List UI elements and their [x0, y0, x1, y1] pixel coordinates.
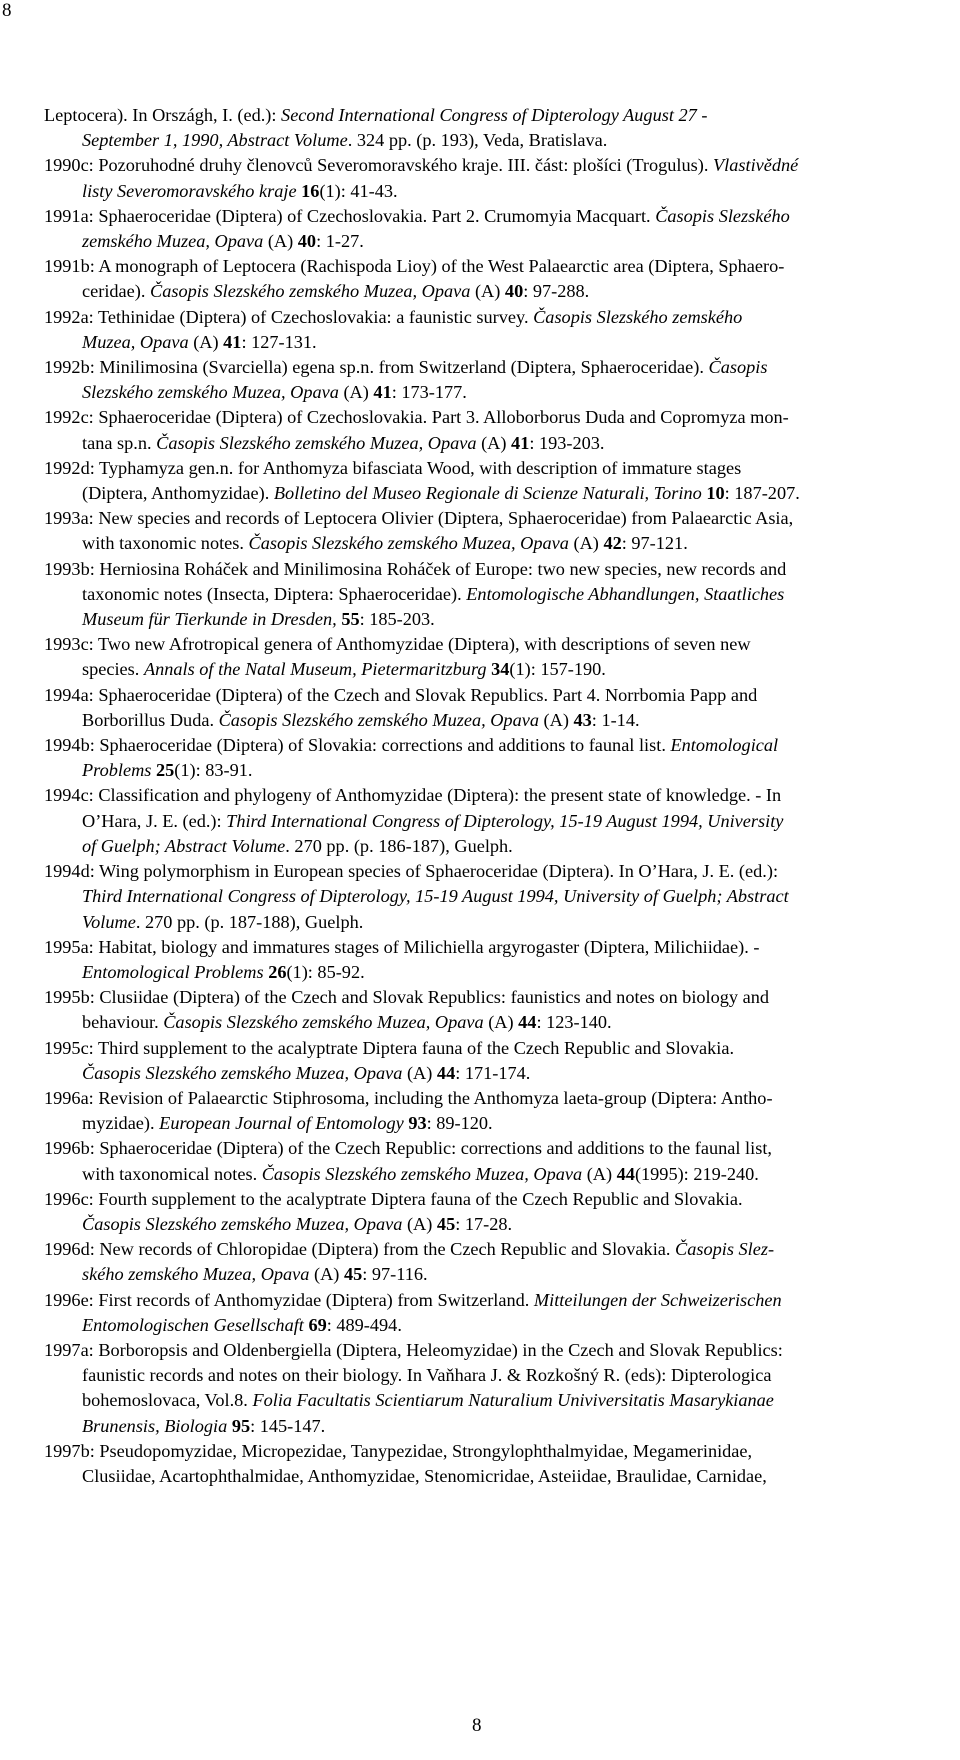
entry-line — [44, 204, 924, 229]
entry-line — [44, 229, 924, 254]
entry-line — [44, 1061, 924, 1086]
entry-text: ceridae). — [82, 281, 150, 302]
entry-text: 1991b: A monograph of Leptocera (Rachispoda Lioy) of the West Palaearctic area (Diptera, Sphaero- — [44, 256, 785, 277]
entry-volume: 95 — [231, 1415, 251, 1436]
entry-line — [44, 1363, 924, 1388]
entry-italic-text: of Guelph; Abstract Volume — [82, 835, 286, 856]
entry-italic-text: Časopis Slezského zemského Muzea, Opava — [82, 1213, 403, 1234]
entry-text: : 123-140. — [536, 1012, 612, 1033]
entry-italic-text: Časopis — [708, 357, 768, 378]
entry-line — [44, 1313, 924, 1338]
entry-volume: 93 — [408, 1113, 427, 1134]
entry-line — [44, 531, 924, 556]
entry-line — [44, 179, 924, 204]
entry-italic-text: Mitteilungen der Schweizerischen — [533, 1289, 782, 1310]
entry-volume: 40 — [297, 231, 317, 252]
page-number-bottom: 8 — [472, 1715, 482, 1736]
entry-text: (A) — [538, 709, 574, 730]
bibliography-entry — [44, 355, 924, 405]
entry-volume: 25 — [155, 760, 175, 781]
entry-text: (1995): 219-240. — [634, 1163, 759, 1184]
entry-text: : 89-120. — [426, 1113, 493, 1134]
entry-text: Clusiidae, Acartophthalmidae, Anthomyzidae, Stenomicridae, Asteiidae, Braulidae, Carnidae, — [82, 1465, 767, 1486]
entry-line — [44, 456, 924, 481]
entry-text: (A) — [402, 1213, 437, 1234]
entry-italic-text: Second International Congress of Dipterology August 27 - — [281, 105, 708, 125]
entry-italic-text: Časopis Slez- — [675, 1239, 775, 1260]
entry-line — [44, 607, 924, 632]
entry-volume: 41 — [223, 331, 242, 352]
entry-italic-text: Slezského zemského Muzea, Opava — [82, 382, 339, 403]
bibliography-entry — [44, 1187, 924, 1237]
entry-volume: 45 — [343, 1264, 363, 1285]
entry-volume: 45 — [436, 1213, 456, 1234]
bibliography-entry — [44, 1086, 924, 1136]
entry-line — [44, 1414, 924, 1439]
bibliography-entry — [44, 935, 924, 985]
entry-text: with taxonomical notes. — [82, 1163, 262, 1184]
bibliography-entry — [44, 1237, 924, 1287]
entry-line — [44, 254, 924, 279]
bibliography-entry — [44, 783, 924, 859]
bibliography-entry — [44, 985, 924, 1035]
entry-text: 1996b: Sphaeroceridae (Diptera) of the Czech Republic: corrections and additions to the faunal list, — [44, 1138, 772, 1159]
entry-text: 1995a: Habitat, biology and immatures stages of Milichiella argyrogaster (Diptera, Milichiidae). - — [44, 936, 760, 957]
entry-text: 1993b: Herniosina Roháček and Minilimosina Roháček of Europe: two new species, new records and — [44, 558, 787, 579]
entry-line — [44, 708, 924, 733]
bibliography-entry — [44, 153, 924, 203]
entry-line — [44, 1162, 924, 1187]
entry-volume: 55 — [341, 609, 360, 630]
entry-volume: 10 — [706, 483, 725, 504]
bibliography-entry — [44, 1439, 924, 1489]
entry-text: O’Hara, J. E. (ed.): — [82, 810, 227, 831]
entry-text: (Diptera, Anthomyzidae). — [82, 483, 274, 504]
entry-text: : 97-116. — [362, 1264, 428, 1285]
bibliography-entry — [44, 103, 924, 153]
entry-line — [44, 1262, 924, 1287]
bibliography-entry — [44, 1288, 924, 1338]
entry-text: : 193-203. — [529, 432, 605, 453]
entry-italic-text: Entomologischen Gesellschaft — [82, 1314, 304, 1335]
entry-volume: 41 — [511, 432, 530, 453]
entry-text: (A) — [188, 331, 224, 352]
entry-line — [44, 910, 924, 935]
entry-text: 1994d: Wing polymorphism in European species of Sphaeroceridae (Diptera). In O’Hara, J. E. (ed.): — [44, 861, 779, 882]
entry-text: faunistic records and notes on their biology. In Vaňhara J. & Rozkošný R. (eds): Dipterologica — [82, 1365, 772, 1386]
page-number-top: 8 — [2, 0, 12, 21]
bibliography-entry — [44, 254, 924, 304]
entry-line — [44, 582, 924, 607]
entry-line — [44, 1237, 924, 1262]
entry-line — [44, 783, 924, 808]
entry-italic-text: Časopis Slezského — [655, 205, 790, 226]
entry-line — [44, 1439, 924, 1464]
entry-text: : 173-177. — [391, 382, 467, 403]
entry-text: 1994c: Classification and phylogeny of Anthomyzidae (Diptera): the present state of knowledge. - In — [44, 785, 782, 806]
entry-text: (A) — [309, 1264, 344, 1285]
entry-volume: 41 — [373, 382, 392, 403]
entry-italic-text: Bolletino del Museo Regionale di Scienze Naturali, Torino — [273, 483, 702, 504]
entry-italic-text: ského zemského Muzea, Opava — [82, 1264, 310, 1285]
entry-volume: 26 — [268, 961, 287, 982]
entry-text: 1995b: Clusiidae (Diptera) of the Czech and Slovak Republics: faunistics and notes on biology and — [44, 987, 770, 1008]
bibliography-entry — [44, 506, 924, 556]
bibliography-entry — [44, 859, 924, 935]
entry-line — [44, 1086, 924, 1111]
entry-italic-text: European Journal of Entomology — [159, 1113, 404, 1134]
entry-volume: 44 — [616, 1163, 635, 1184]
entry-text: 1996a: Revision of Palaearctic Stiphrosoma, including the Anthomyza laeta-group (Diptera: Antho- — [44, 1087, 773, 1108]
entry-italic-text: Third International Congress of Dipterology, 15-19 August 1994, University of Guelph; Abstract — [82, 886, 789, 907]
entry-italic-text: Entomological Problems — [82, 961, 264, 982]
entry-text: (A) — [470, 281, 505, 302]
entry-line — [44, 279, 924, 304]
entry-text: 1992c: Sphaeroceridae (Diptera) of Czechoslovakia. Part 3. Alloborborus Duda and Copromyza mon- — [44, 407, 789, 428]
entry-volume: 34 — [491, 659, 510, 680]
entry-text: behaviour. — [82, 1012, 164, 1033]
entry-line — [44, 481, 924, 506]
entry-text: 1991a: Sphaeroceridae (Diptera) of Czechoslovakia. Part 2. Crumomyia Macquart. — [44, 205, 656, 226]
entry-line — [44, 935, 924, 960]
bibliography-entry — [44, 305, 924, 355]
entry-text: (1): 85-92. — [286, 961, 365, 982]
entry-italic-text: Časopis Slezského zemského Muzea, Opava — [82, 1062, 403, 1083]
entry-italic-text: Časopis Slezského zemského Muzea, Opava — [261, 1163, 583, 1184]
entry-text: (1): 157-190. — [509, 659, 606, 680]
entry-text: 1997b: Pseudopomyzidae, Micropezidae, Tanypezidae, Strongylophthalmyidae, Megamerinidae, — [44, 1440, 753, 1461]
entry-line — [44, 657, 924, 682]
entry-line — [44, 405, 924, 430]
entry-italic-text: Annals of the Natal Museum, Pietermaritzburg — [143, 659, 487, 680]
entry-italic-text: September 1, 1990, Abstract Volume — [82, 130, 348, 151]
entry-text: 1996d: New records of Chloropidae (Diptera) from the Czech Republic and Slovakia. — [44, 1239, 676, 1260]
entry-line — [44, 985, 924, 1010]
entry-text: : 1-27. — [316, 231, 364, 252]
entry-line — [44, 1010, 924, 1035]
entry-italic-text: Časopis Slezského zemského Muzea, Opava — [156, 432, 477, 453]
entry-text: 1990c: Pozoruhodné druhy členovců Severomoravského kraje. III. část: plošíci (Trogulus). — [44, 155, 713, 176]
entry-text: . 270 pp. (p. 186-187), Guelph. — [285, 835, 513, 856]
entry-text: 1992d: Typhamyza gen.n. for Anthomyza bifasciata Wood, with description of immature stages — [44, 457, 742, 478]
entry-text: 1993a: New species and records of Leptocera Olivier (Diptera, Sphaeroceridae) from Palaearctic Asia, — [44, 508, 794, 529]
entry-line — [44, 103, 924, 128]
entry-text: species. — [82, 659, 144, 680]
entry-italic-text: zemského Muzea, Opava — [82, 231, 264, 252]
entry-text: (A) — [263, 231, 298, 252]
entry-line — [44, 355, 924, 380]
entry-italic-text: Časopis Slezského zemského Muzea, Opava — [150, 281, 471, 302]
entry-line — [44, 1036, 924, 1061]
bibliography-entry — [44, 557, 924, 633]
entry-line — [44, 758, 924, 783]
entry-text: : 97-288. — [523, 281, 590, 302]
entry-line — [44, 305, 924, 330]
entry-text: : 97-121. — [621, 533, 688, 554]
entry-line — [44, 809, 924, 834]
entry-text: (1): 41-43. — [319, 180, 398, 201]
entry-text: (A) — [582, 1163, 617, 1184]
entry-line — [44, 632, 924, 657]
entry-volume: 43 — [573, 709, 592, 730]
entry-text: 1993c: Two new Afrotropical genera of Anthomyzidae (Diptera), with descriptions of seven new — [44, 634, 751, 655]
entry-volume: 69 — [308, 1314, 327, 1335]
entry-text: 1994a: Sphaeroceridae (Diptera) of the Czech and Slovak Republics. Part 4. Norrbomia Papp and — [44, 684, 758, 705]
bibliography-entry — [44, 405, 924, 455]
bibliography-entry — [44, 204, 924, 254]
entry-line — [44, 431, 924, 456]
entry-line — [44, 153, 924, 178]
entry-text: 1997a: Borboropsis and Oldenbergiella (Diptera, Heleomyzidae) in the Czech and Slovak Republics: — [44, 1339, 783, 1360]
entry-text: : 127-131. — [241, 331, 317, 352]
entry-text: (A) — [476, 432, 512, 453]
bibliography-entry — [44, 683, 924, 733]
entry-line — [44, 1388, 924, 1413]
bibliography-entry — [44, 456, 924, 506]
bibliography-entry — [44, 1036, 924, 1086]
entry-text: . 324 pp. (p. 193), Veda, Bratislava. — [347, 130, 608, 151]
entry-text: Leptocera). In Országh, I. (ed.): — [44, 105, 282, 125]
entry-text: : 17-28. — [455, 1213, 513, 1234]
entry-italic-text: Entomologische Abhandlungen, Staatliches — [466, 583, 785, 604]
entry-line — [44, 330, 924, 355]
entry-line — [44, 1111, 924, 1136]
entry-line — [44, 1136, 924, 1161]
entry-line — [44, 1187, 924, 1212]
entry-text: 1995c: Third supplement to the acalyptrate Diptera fauna of the Czech Republic and Slovakia. — [44, 1037, 735, 1058]
entry-italic-text: Volume — [82, 911, 136, 932]
entry-text: (A) — [568, 533, 604, 554]
entry-volume: 42 — [603, 533, 622, 554]
bibliography-entry — [44, 733, 924, 783]
entry-line — [44, 557, 924, 582]
entry-text: : 1-14. — [591, 709, 640, 730]
entry-italic-text: Third International Congress of Dipterology, 15-19 August 1994, University — [226, 810, 784, 831]
entry-line — [44, 506, 924, 531]
entry-text: 1996c: Fourth supplement to the acalyptrate Diptera fauna of the Czech Republic and Slovakia. — [44, 1188, 743, 1209]
entry-italic-text: Folia Facultatis Scientiarum Naturalium Univiversitatis Masarykianae — [252, 1390, 774, 1411]
entry-text: : 187-207. — [724, 483, 800, 504]
entry-line — [44, 1288, 924, 1313]
entry-italic-text: Časopis Slezského zemského Muzea, Opava — [218, 709, 539, 730]
entry-text: (A) — [483, 1012, 519, 1033]
entry-italic-text: Muzea, Opava — [82, 331, 189, 352]
bibliography-entry — [44, 632, 924, 682]
bibliography-list — [44, 103, 924, 1489]
entry-italic-text: Časopis Slezského zemského — [533, 306, 743, 327]
entry-italic-text: Museum für Tierkunde in Dresden, — [82, 609, 337, 630]
entry-text: (1): 83-91. — [174, 760, 253, 781]
entry-text: bohemoslovaca, Vol.8. — [82, 1390, 253, 1411]
entry-line — [44, 1338, 924, 1363]
entry-line — [44, 1212, 924, 1237]
entry-text: (A) — [402, 1062, 437, 1083]
entry-line — [44, 683, 924, 708]
entry-text: (A) — [338, 382, 374, 403]
entry-text: 1994b: Sphaeroceridae (Diptera) of Slovakia: corrections and additions to faunal list. — [44, 735, 671, 756]
entry-text: : 145-147. — [250, 1415, 326, 1436]
entry-text: . 270 pp. (p. 187-188), Guelph. — [135, 911, 364, 932]
entry-line — [44, 859, 924, 884]
entry-line — [44, 960, 924, 985]
entry-text: 1992b: Minilimosina (Svarciella) egena sp.n. from Switzerland (Diptera, Sphaeroceridae). — [44, 357, 709, 378]
entry-volume: 16 — [301, 180, 320, 201]
entry-text: myzidae). — [82, 1113, 160, 1134]
entry-text: Borborillus Duda. — [82, 709, 219, 730]
entry-italic-text: Časopis Slezského zemského Muzea, Opava — [248, 533, 569, 554]
entry-text: : 489-494. — [326, 1314, 402, 1335]
entry-text: 1992a: Tethinidae (Diptera) of Czechoslovakia: a faunistic survey. — [44, 306, 534, 327]
entry-text: 1996e: First records of Anthomyzidae (Diptera) from Switzerland. — [44, 1289, 534, 1310]
entry-italic-text: Problems — [82, 760, 152, 781]
entry-text: : 171-174. — [455, 1062, 531, 1083]
entry-volume: 44 — [436, 1062, 456, 1083]
entry-text: : 185-203. — [359, 609, 435, 630]
entry-italic-text: Časopis Slezského zemského Muzea, Opava — [163, 1012, 484, 1033]
entry-text: tana sp.n. — [82, 432, 157, 453]
bibliography-entry — [44, 1338, 924, 1439]
entry-volume: 44 — [518, 1012, 537, 1033]
entry-volume: 40 — [504, 281, 524, 302]
entry-italic-text: Brunensis, Biologia — [82, 1415, 228, 1436]
entry-italic-text: Vlastivědné — [712, 155, 799, 176]
entry-line — [44, 128, 924, 153]
entry-italic-text: listy Severomoravského kraje — [82, 180, 297, 201]
entry-text: with taxonomic notes. — [82, 533, 249, 554]
entry-line — [44, 733, 924, 758]
bibliography-entry — [44, 1136, 924, 1186]
entry-line — [44, 884, 924, 909]
entry-italic-text: Entomological — [670, 735, 779, 756]
entry-line — [44, 834, 924, 859]
entry-line — [44, 380, 924, 405]
entry-text: taxonomic notes (Insecta, Diptera: Sphaeroceridae). — [82, 583, 467, 604]
entry-line — [44, 1464, 924, 1489]
